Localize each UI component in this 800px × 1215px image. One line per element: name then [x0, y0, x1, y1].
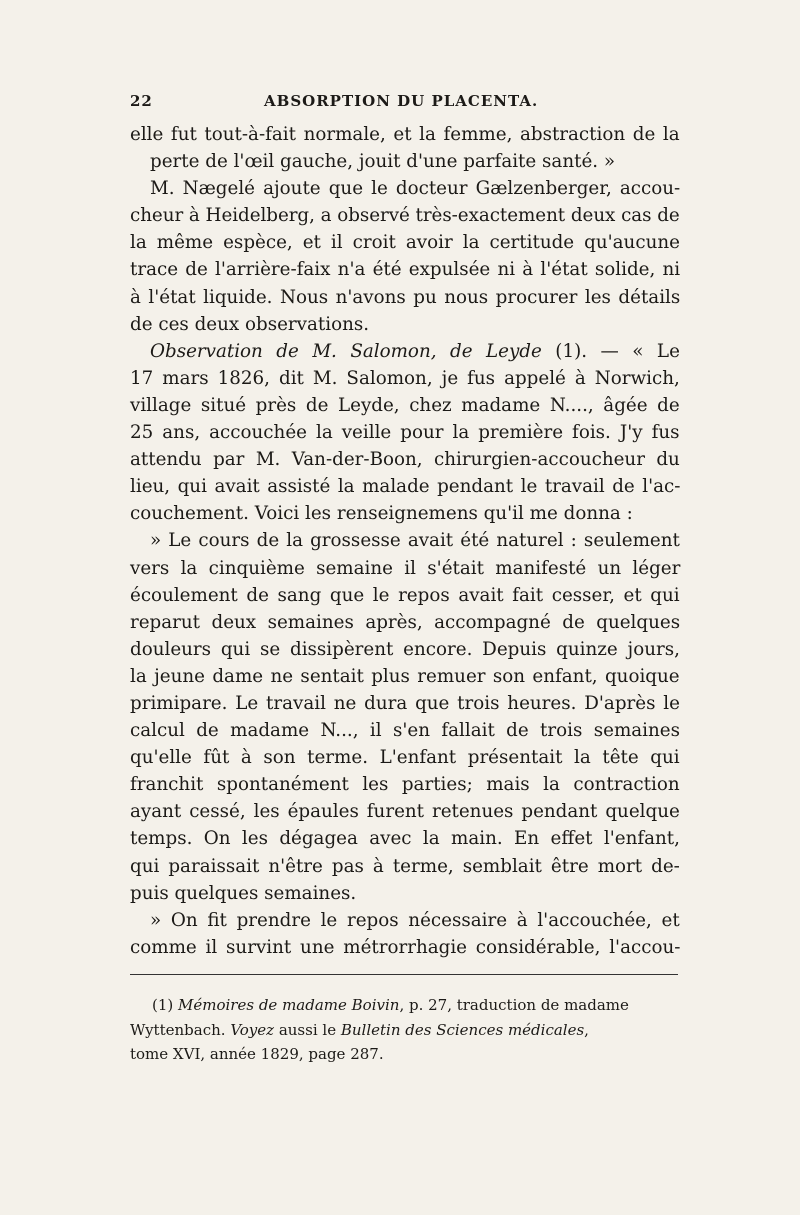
text-line: M. Nægelé ajoute que le docteur Gælzenberger, accou-: [150, 178, 681, 200]
text-line: village situé près de Leyde, chez madame N...., âgée de: [130, 394, 680, 416]
footnote-line: [130, 993, 680, 1018]
footnote-text: ,: [584, 1020, 589, 1039]
text-line: trace de l'arrière-faix n'a été expulsée ni à l'état solide, ni: [130, 259, 681, 281]
text-line: de ces deux observations.: [130, 313, 370, 335]
footnote-line: tome XVI, année 1829, page 287.: [130, 1045, 384, 1063]
text-line: couchement. Voici les renseignemens qu'il me donna :: [130, 503, 633, 525]
footnote-bulletin-title: Bulletin des Sciences médicales: [340, 1020, 585, 1039]
text-line: » On fit prendre le repos nécessaire à l'accouchée, et: [150, 909, 680, 931]
footnote-text: aussi le: [274, 1020, 341, 1039]
footnote-divider: [130, 974, 678, 975]
body-text: [130, 121, 680, 961]
text-line: écoulement de sang que le repos avait fait cesser, et qui: [130, 584, 680, 606]
text-line: 17 mars 1826, dit M. Salomon, je fus appelé à Norwich,: [130, 367, 680, 389]
text-line: perte de l'œil gauche, jouit d'une parfaite santé. »: [150, 151, 616, 173]
page-header: [130, 92, 675, 114]
footnote-marker: (1): [152, 996, 179, 1014]
text-line: la jeune dame ne sentait plus remuer son enfant, quoique: [130, 665, 680, 687]
text-line: puis quelques semaines.: [130, 882, 357, 904]
text-line: attendu par M. Van-der-Boon, chirurgien-accoucheur du: [130, 449, 680, 471]
footnote: [130, 993, 680, 1067]
text-line: comme il survint une métrorrhagie considérable, l'accou-: [130, 936, 681, 958]
observation-heading-rest: (1). — « Le: [541, 340, 680, 362]
text-line: reparut deux semaines après, accompagné de quelques: [130, 611, 681, 633]
text-line: la même espèce, et il croit avoir la certitude qu'aucune: [130, 232, 680, 254]
text-line: qui paraissait n'être pas à terme, semblait être mort de-: [130, 855, 680, 877]
footnote-source-title: Mémoires de madame Boivin: [178, 996, 400, 1014]
text-line: lieu, qui avait assisté la malade pendant le travail de l'ac-: [130, 476, 681, 498]
text-line: calcul de madame N..., il s'en fallait de trois semaines: [130, 720, 681, 742]
text-line: cheur à Heidelberg, a observé très-exactement deux cas de: [130, 205, 680, 227]
text-line: qu'elle fût à son terme. L'enfant présentait la tête qui: [130, 747, 680, 769]
text-line: » Le cours de la grossesse avait été naturel : seulement: [150, 530, 680, 552]
page-number: 22: [130, 92, 153, 110]
footnote-text: Wyttenbach.: [130, 1020, 231, 1039]
observation-heading: Observation de M. Salomon, de Leyde: [150, 340, 542, 362]
footnote-line: [130, 1018, 680, 1043]
running-title: ABSORPTION DU PLACENTA.: [264, 92, 539, 110]
text-line: vers la cinquième semaine il s'était manifesté un léger: [130, 557, 681, 579]
text-line: franchit spontanément les parties; mais la contraction: [130, 774, 680, 796]
text-line: temps. On les dégagea avec la main. En effet l'enfant,: [130, 828, 680, 850]
text-line: 25 ans, accouchée la veille pour la première fois. J'y fus: [130, 422, 680, 444]
text-line: douleurs qui se dissipèrent encore. Depuis quinze jours,: [130, 638, 680, 660]
text-line: à l'état liquide. Nous n'avons pu nous procurer les détails: [130, 286, 681, 308]
text-line: primipare. Le travail ne dura que trois heures. D'après le: [130, 692, 680, 714]
footnote-text: , p. 27, traduction de madame: [399, 996, 629, 1014]
observation-heading-line: [130, 338, 680, 365]
text-line: ayant cessé, les épaules furent retenues pendant quelque: [130, 801, 680, 823]
text-line: elle fut tout-à-fait normale, et la femme, abstraction de la: [130, 124, 680, 145]
footnote-voyez: Voyez: [230, 1020, 275, 1039]
